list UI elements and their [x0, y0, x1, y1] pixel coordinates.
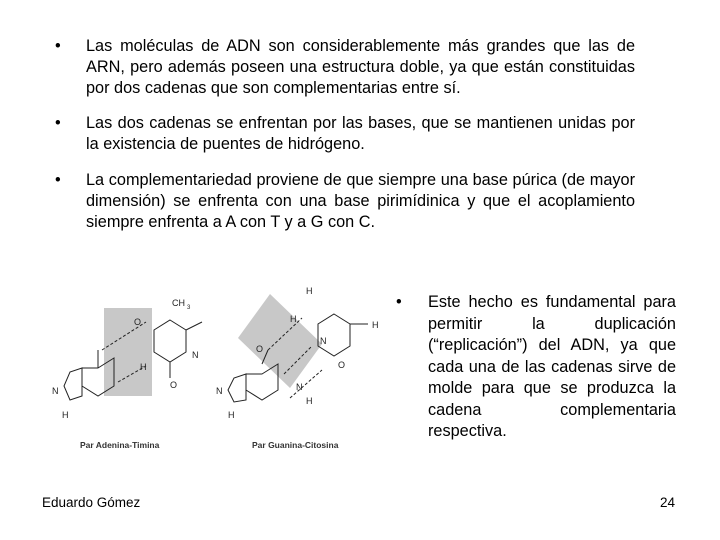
at-h-label: H — [140, 362, 147, 372]
bullet-item — [55, 113, 635, 155]
side-bullet — [396, 292, 676, 443]
at-hbond-region — [104, 308, 152, 396]
caption-adenine-thymine: Par Adenina-Timina — [80, 440, 160, 450]
footer-author: Eduardo Gómez — [42, 495, 141, 510]
base-pair-diagram — [42, 278, 387, 456]
side-bullet-text: Este hecho es fundamental para permitir la duplicación (“replicación”) del ADN, ya que cada una de las cadenas sirve de molde para que se produzca la cadena complementaria respectiva. — [428, 293, 676, 440]
gc-n-label: N — [320, 336, 327, 346]
gc-n2-label: N — [296, 382, 303, 392]
gc-o-label: O — [256, 344, 264, 354]
at-n2-label: N — [52, 386, 59, 396]
bullet-item — [55, 170, 635, 233]
bullet-text: La complementariedad proviene de que siempre una base púrica (de mayor dimensión) se enfrenta con una base pirimídinica y que el acoplamiento siempre enfrenta a A con T y a G con C. — [86, 171, 635, 231]
bullet-marker: • — [55, 171, 61, 189]
gc-o2-label: O — [338, 360, 346, 370]
base-pair-figure — [42, 278, 387, 456]
at-n-label: N — [192, 350, 199, 360]
bullet-text: Las dos cadenas se enfrentan por las bases, que se mantienen unidas por la existencia de puentes de hidrógeno. — [86, 114, 635, 153]
gc-n3-label: N — [216, 386, 223, 396]
gc-h5-label: H — [228, 410, 235, 420]
bullet-marker: • — [396, 293, 402, 311]
at-o2-label: O — [170, 380, 178, 390]
bullet-text: Las moléculas de ADN son considerablemente más grandes que las de ARN, pero además poseen una estructura doble, ya que están constituidas por dos cadenas que son complementarias entre sí. — [86, 37, 635, 97]
at-h2-label: H — [62, 410, 69, 420]
gc-h-label: H — [306, 286, 313, 296]
at-o-label: O — [134, 317, 142, 327]
bullet-list — [55, 36, 635, 247]
page-number: 24 — [659, 495, 675, 510]
ch3-label: CH — [172, 298, 185, 308]
caption-guanine-cytosine: Par Guanina-Citosina — [252, 440, 339, 450]
gc-h2-label: H — [290, 314, 297, 324]
ch3-subscript: 3 — [187, 305, 191, 311]
gc-h3-label: H — [372, 320, 379, 330]
bullet-item — [55, 36, 635, 99]
gc-h4-label: H — [306, 396, 313, 406]
bullet-marker: • — [55, 114, 61, 132]
bullet-marker: • — [55, 37, 61, 55]
